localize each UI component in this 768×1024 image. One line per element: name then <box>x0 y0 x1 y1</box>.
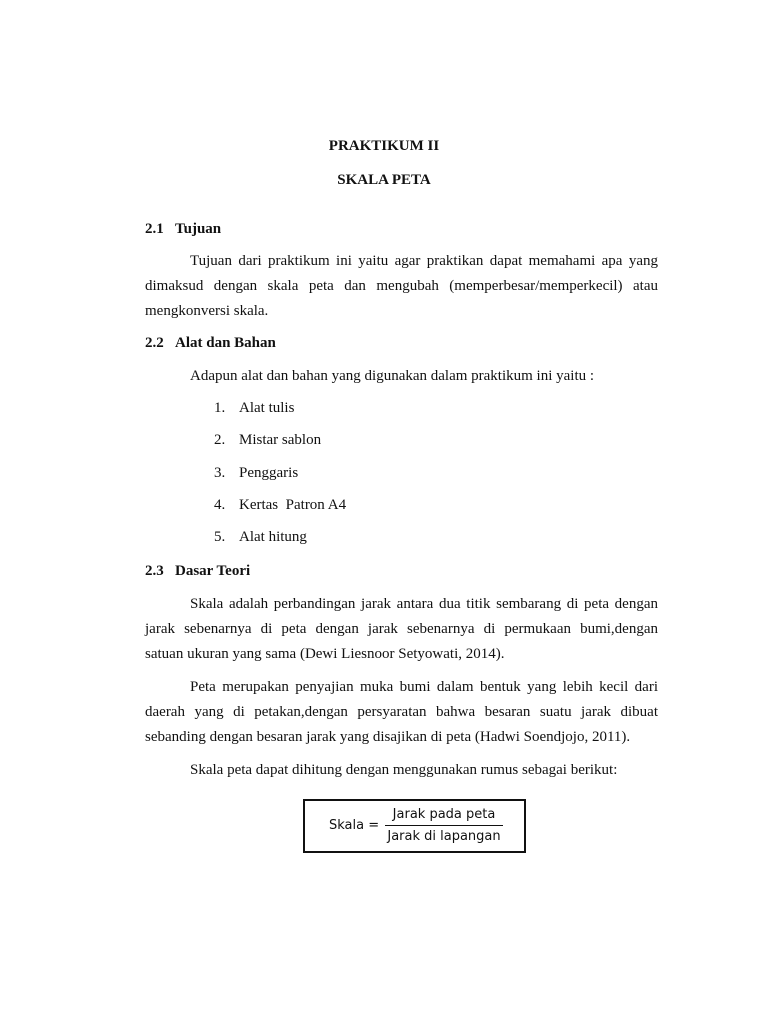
list-number: 3. <box>214 465 226 481</box>
formula-box <box>303 799 526 853</box>
paragraph-line: satuan ukuran yang sama (Dewi Liesnoor Setyowati, 2014). <box>145 646 505 662</box>
list-text: Kertas Patron A4 <box>239 497 347 513</box>
list-text: Alat tulis <box>239 400 295 416</box>
paragraph-line: Peta merupakan penyajian muka bumi dalam bentuk yang lebih kecil dari <box>190 679 658 695</box>
formula-denominator: Jarak di lapangan <box>387 829 501 844</box>
document-title: PRAKTIKUM II <box>328 138 440 154</box>
list-item <box>214 398 294 418</box>
list-intro: Adapun alat dan bahan yang digunakan dalam praktikum ini yaitu : <box>190 368 595 384</box>
section-title: Tujuan <box>175 221 222 237</box>
section-number: 2.3 <box>145 563 164 579</box>
list-text: Alat hitung <box>239 529 307 545</box>
list-text: Mistar sablon <box>239 432 322 448</box>
formula-lhs: Skala = <box>329 818 380 833</box>
section-heading-tujuan <box>145 219 221 239</box>
list-item <box>214 527 307 547</box>
paragraph-line: mengkonversi skala. <box>145 303 269 319</box>
section-title: Alat dan Bahan <box>175 335 276 351</box>
paragraph-line: dimaksud dengan skala peta dan mengubah (memperbesar/memperkecil) atau <box>145 278 658 294</box>
paragraph-line: daerah yang di petakan,dengan persyaratan bahwa besaran suatu jarak dibuat <box>145 704 658 720</box>
paragraph-line: Skala adalah perbandingan jarak antara dua titik sembarang di peta dengan <box>190 596 658 612</box>
formula-intro: Skala peta dapat dihitung dengan menggunakan rumus sebagai berikut: <box>190 762 618 778</box>
section-number: 2.2 <box>145 335 164 351</box>
list-number: 2. <box>214 432 226 448</box>
section-title: Dasar Teori <box>175 563 251 579</box>
paragraph-line: sebanding dengan besaran jarak yang disajikan di peta (Hadwi Soendjojo, 2011). <box>145 729 631 745</box>
document-subtitle: SKALA PETA <box>337 172 431 188</box>
paragraph-line: jarak sebenarnya di peta dengan jarak sebenarnya di permukaan bumi,dengan <box>145 621 658 637</box>
list-item <box>214 430 321 450</box>
fraction-bar <box>385 825 503 826</box>
list-number: 5. <box>214 529 226 545</box>
paragraph-line: Tujuan dari praktikum ini yaitu agar praktikan dapat memahami apa yang <box>190 253 658 269</box>
formula-numerator: Jarak pada peta <box>392 807 496 822</box>
list-item <box>214 463 298 483</box>
list-item <box>214 495 346 515</box>
list-number: 4. <box>214 497 226 513</box>
section-heading-alat-bahan <box>145 333 276 353</box>
section-heading-dasar-teori <box>145 561 250 581</box>
section-number: 2.1 <box>145 221 164 237</box>
formula-fraction <box>385 806 503 845</box>
list-number: 1. <box>214 400 226 416</box>
list-text: Penggaris <box>239 465 299 481</box>
